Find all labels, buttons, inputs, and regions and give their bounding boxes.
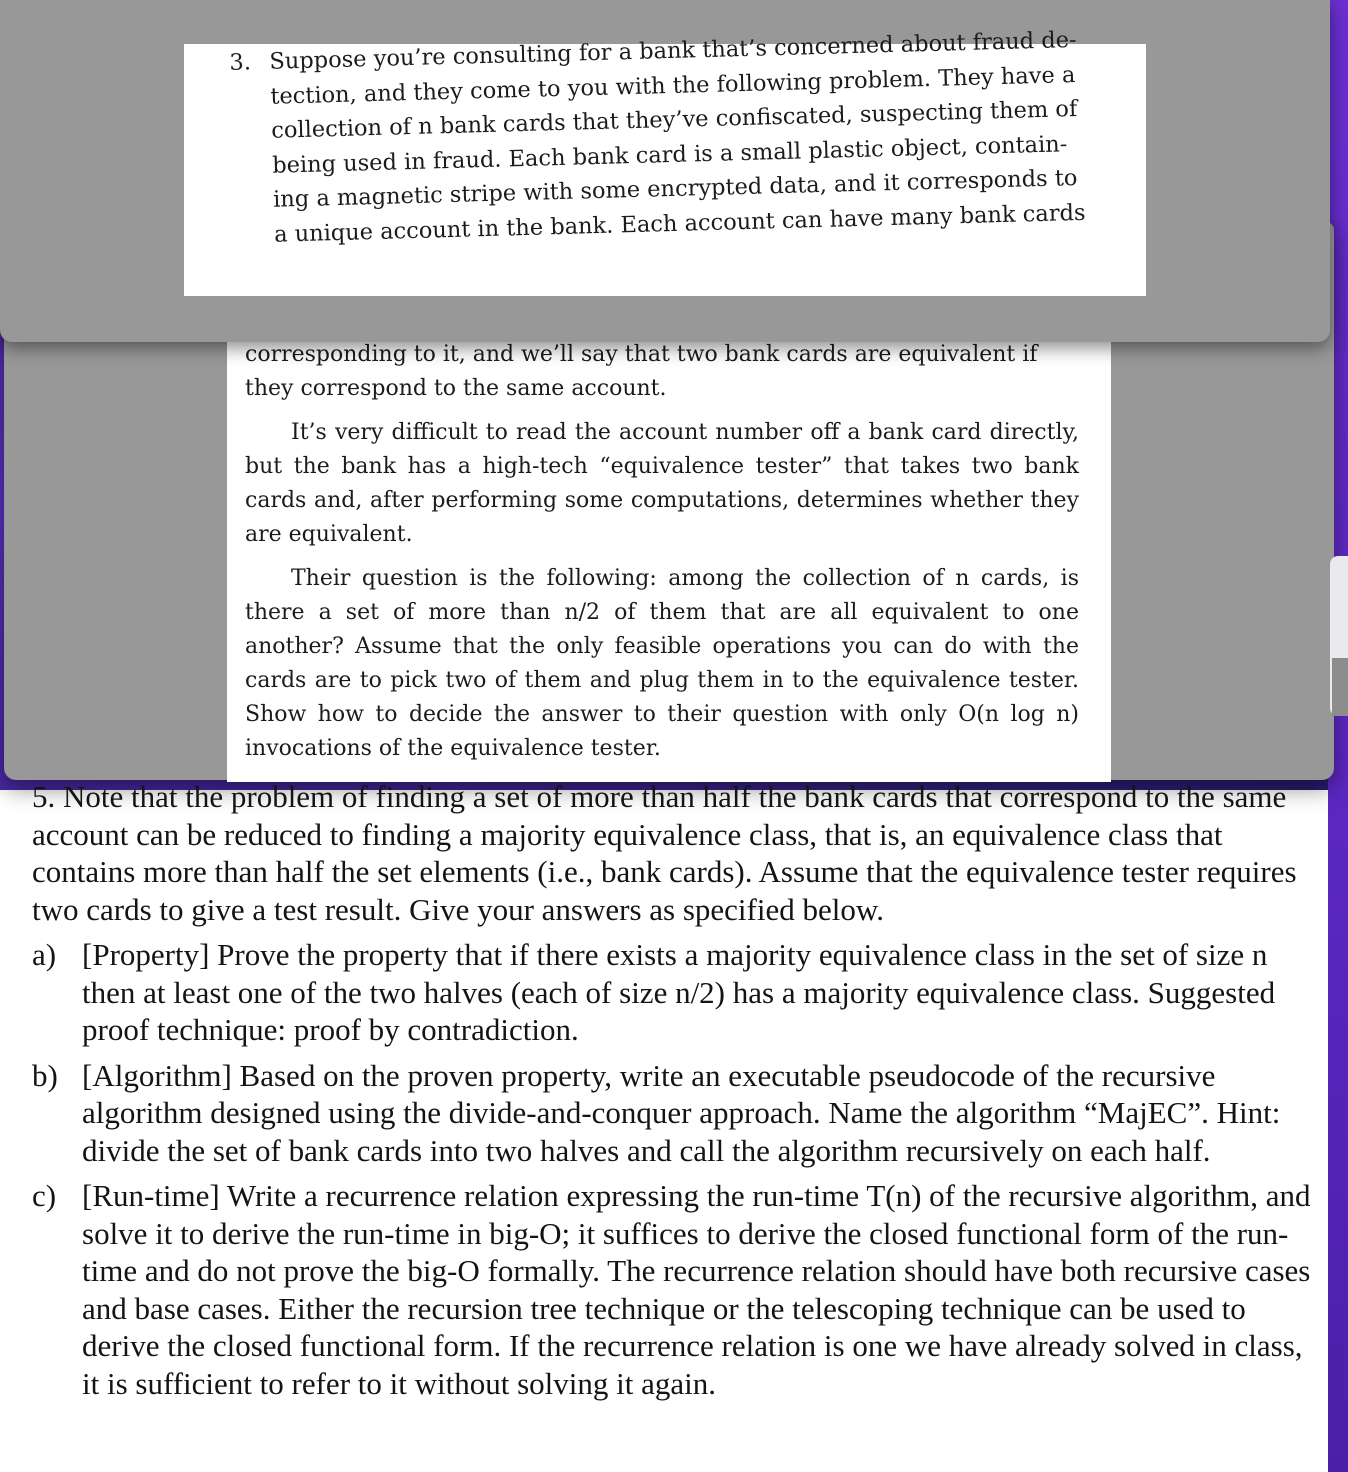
part-text: [Property] Prove the property that if there exists a majority equivalence class in the set of size n then at least one of the two halves (each of size n/2) has a majority equivalence class. Suggested proof technique: proof by contradiction. xyxy=(82,937,1276,1047)
textbook-excerpt-continued xyxy=(245,338,1079,766)
paragraph-question: Their question is the following: among the collection of n cards, is there a set of more than n/2 of them that are all equivalent to one another? Assume that the only feasible operations you can do with the cards are to pick two of them and plug them in to the equivalence tester. Show how to decide the answer to their question with only O(n log n) invocations of the equivalence tester. xyxy=(245,566,1079,761)
paragraph-line: tection, and they come to you with the following problem. They have a xyxy=(270,61,1076,110)
part-text: [Run-time] Write a recurrence relation expressing the run-time T(n) of the recursive algorithm, and solve it to derive the run-time in big-O; it suffices to derive the closed functional form of the run-time and do not prove the big-O formally. The recurrence relation should have both recursive cases and base cases. Either the recursion tree technique or the telescoping technique can be used to derive the closed functional form. If the recurrence relation is one we have already solved in class, it is sufficient to refer to it without solving it again. xyxy=(82,1178,1311,1401)
question-part-c xyxy=(32,1177,1316,1402)
textbook-excerpt-problem-3 xyxy=(225,22,1110,253)
question-part-a xyxy=(32,936,1316,1049)
question-intro: 5. Note that the problem of finding a set of more than half the bank cards that correspond to the same account can be reduced to finding a majority equivalence class, that is, an equivalence class that contains more than half the set elements (i.e., bank cards). Assume that the equivalence tester requires two cards to give a test result. Give your answers as specified below. xyxy=(32,779,1297,927)
paragraph-line: they correspond to the same account. xyxy=(245,376,667,401)
paragraph-line: a unique account in the bank. Each account can have many bank cards xyxy=(273,199,1086,248)
question-part-b xyxy=(32,1057,1316,1170)
paragraph-line: Suppose you’re consulting for a bank that’s concerned about fraud de- xyxy=(269,26,1077,75)
part-label: a) xyxy=(32,937,57,972)
assignment-question-5 xyxy=(32,778,1316,1402)
paragraph-line: collection of n bank cards that they’ve confiscated, suspecting them of xyxy=(270,95,1078,144)
window-edge-peek-dark xyxy=(1332,658,1348,716)
problem-number: 3. xyxy=(229,49,252,76)
part-label: c) xyxy=(32,1178,57,1213)
part-label: b) xyxy=(32,1057,58,1093)
paragraph-line: ing a magnetic stripe with some encrypted data, and it corresponds to xyxy=(272,164,1078,213)
paragraph-line: corresponding to it, and we’ll say that two bank cards are equivalent if xyxy=(245,342,1038,367)
paragraph-equivalence-tester: It’s very difficult to read the account number off a bank card directly, but the bank has a high-tech “equivalence tester” that takes two bank cards and, after performing some computations, determines whether they are equivalent. xyxy=(245,420,1079,547)
part-text: [Algorithm] Based on the proven property, write an executable pseudocode of the recursive algorithm designed using the divide-and-conquer approach. Name the algorithm “MajEC”. Hint: divide the set of bank cards into two halves and call the algorithm recursively on each half. xyxy=(82,1057,1281,1168)
paragraph-line: being used in fraud. Each bank card is a small plastic object, contain- xyxy=(271,130,1068,179)
